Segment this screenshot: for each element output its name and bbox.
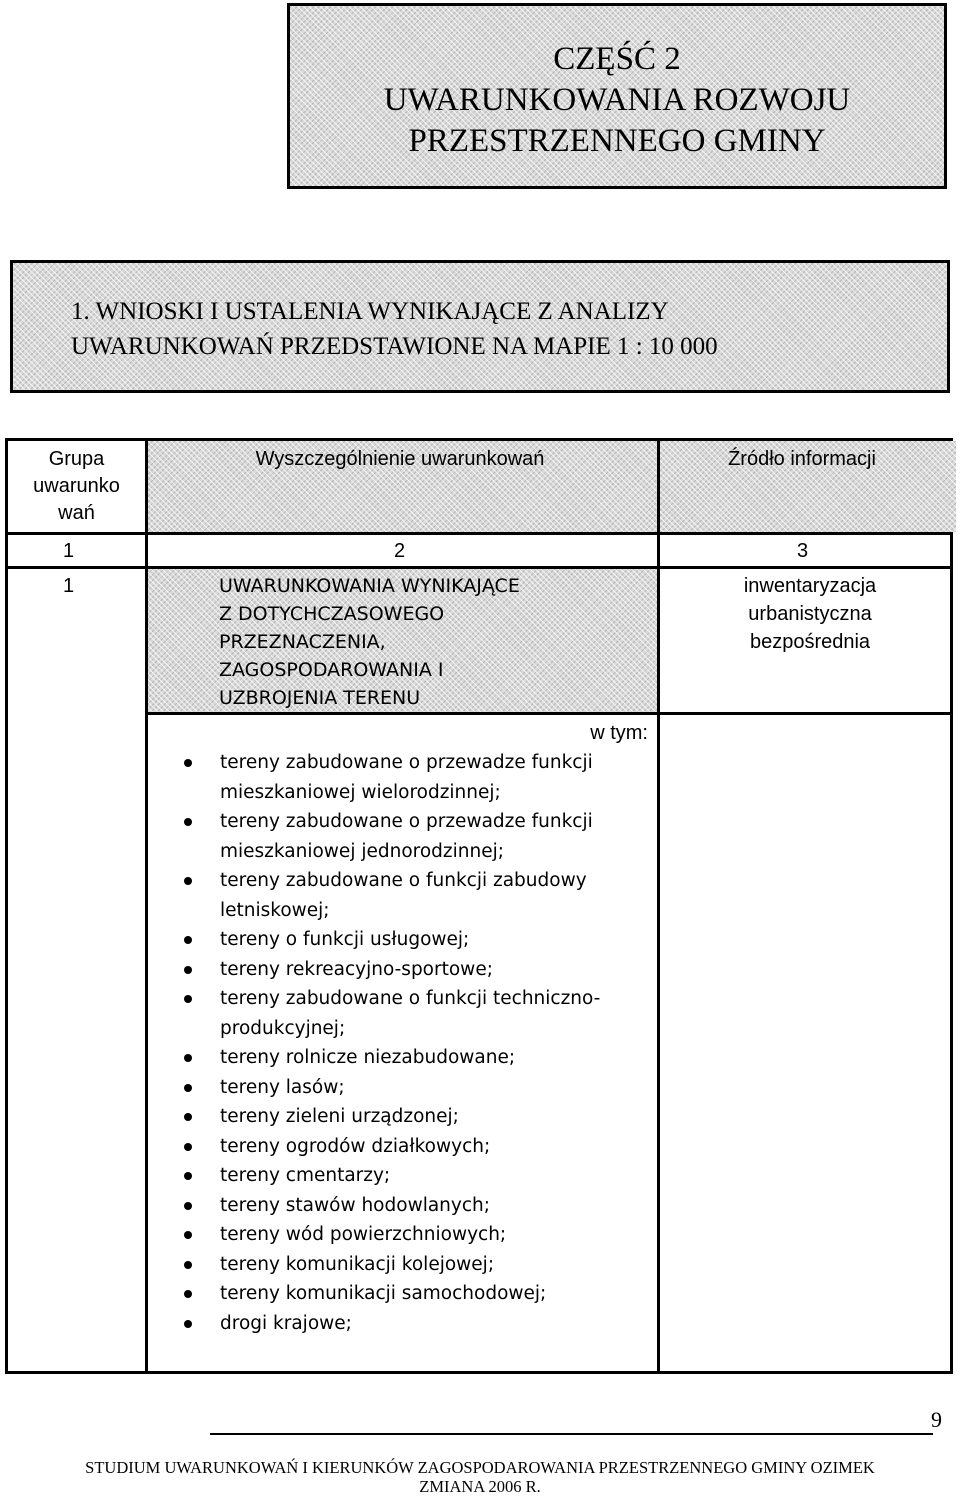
bullet-icon bbox=[184, 966, 192, 974]
col-divider-2 bbox=[657, 441, 660, 1371]
group-title-line2: Z DOTYCHCZASOWEGO bbox=[219, 603, 445, 625]
source-line2: urbanistyczna bbox=[748, 603, 872, 625]
group-number: 1 bbox=[63, 575, 75, 597]
group-title-line4: ZAGOSPODAROWANIA I bbox=[219, 659, 444, 681]
source-line1: inwentaryzacja bbox=[743, 575, 877, 597]
list-item: tereny zabudowane o funkcji techniczno- produkcyjnej; bbox=[180, 984, 650, 1043]
bullet-icon bbox=[184, 1320, 192, 1328]
footer bbox=[0, 1458, 960, 1496]
column-number-2: 2 bbox=[394, 540, 406, 562]
list-item: tereny zabudowane o przewadze funkcji mieszkaniowej jednorodzinnej; bbox=[180, 807, 650, 866]
bullet-icon bbox=[184, 1113, 192, 1121]
header-group-line2: uwarunko bbox=[33, 475, 120, 497]
numbers-bottom-line bbox=[8, 566, 950, 569]
source-line3: bezpośrednia bbox=[749, 631, 871, 653]
list-item: tereny ogrodów działkowych; bbox=[180, 1132, 650, 1162]
bullet-icon bbox=[184, 759, 192, 767]
header-bottom-line bbox=[8, 532, 950, 535]
column-number-1: 1 bbox=[63, 540, 75, 562]
bullet-icon bbox=[184, 1261, 192, 1269]
list-item: drogi krajowe; bbox=[180, 1309, 650, 1339]
list-item: tereny zieleni urządzonej; bbox=[180, 1102, 650, 1132]
bullet-icon bbox=[184, 995, 192, 1003]
list-item: tereny wód powierzchniowych; bbox=[180, 1220, 650, 1250]
page-number: 9 bbox=[931, 1407, 942, 1432]
header-specification: Wyszczególnienie uwarunkowań bbox=[255, 448, 545, 470]
list-item: tereny zabudowane o przewadze funkcji mieszkaniowej wielorodzinnej; bbox=[180, 748, 650, 807]
group-title-line3: PRZEZNACZENIA, bbox=[219, 631, 386, 653]
group-title bbox=[219, 572, 520, 712]
bullet-icon bbox=[184, 1290, 192, 1298]
list-item: tereny rolnicze niezabudowane; bbox=[180, 1043, 650, 1073]
information-source bbox=[720, 572, 900, 656]
header-source: Źródło informacji bbox=[728, 448, 876, 470]
list-item: tereny o funkcji usługowej; bbox=[180, 925, 650, 955]
bullet-icon bbox=[184, 877, 192, 885]
page-number-rule bbox=[210, 1433, 933, 1435]
list-item: tereny lasów; bbox=[180, 1073, 650, 1103]
section-heading-line2: UWARUNKOWAŃ PRZEDSTAWIONE NA MAPIE 1 : 10 000 bbox=[71, 333, 718, 360]
header-group-line1: Grupa bbox=[48, 448, 105, 470]
bullet-icon bbox=[184, 1084, 192, 1092]
bullet-icon bbox=[184, 818, 192, 826]
list-item: tereny komunikacji kolejowej; bbox=[180, 1250, 650, 1280]
bullet-icon bbox=[184, 936, 192, 944]
group-title-line1: UWARUNKOWANIA WYNIKAJĄCE bbox=[219, 575, 520, 597]
header-group-line3: wań bbox=[58, 502, 95, 524]
in-which-label: w tym: bbox=[590, 722, 648, 744]
list-item: tereny cmentarzy; bbox=[180, 1161, 650, 1191]
footer-line1: STUDIUM UWARUNKOWAŃ I KIERUNKÓW ZAGOSPODAROWANIA PRZESTRZENNEGO GMINY OZIMEK bbox=[85, 1458, 875, 1477]
group-title-line5: UZBROJENIA TERENU bbox=[219, 687, 421, 709]
list-item: tereny rekreacyjno-sportowe; bbox=[180, 955, 650, 985]
list-item: tereny komunikacji samochodowej; bbox=[180, 1279, 650, 1309]
column-number-3: 3 bbox=[797, 540, 809, 562]
part-title-box bbox=[287, 3, 947, 189]
group-title-bottom-line bbox=[145, 712, 950, 715]
section-heading-line1: 1. WNIOSKI I USTALENIA WYNIKAJĄCE Z ANALIZY bbox=[71, 298, 669, 325]
bullet-icon bbox=[184, 1172, 192, 1180]
part-title-line3: PRZESTRZENNEGO GMINY bbox=[408, 122, 826, 159]
footer-line2: ZMIANA 2006 R. bbox=[419, 1477, 541, 1496]
list-item: tereny zabudowane o funkcji zabudowy letniskowej; bbox=[180, 866, 650, 925]
part-title-line1: CZĘŚĆ 2 bbox=[553, 40, 681, 77]
section-heading-box bbox=[10, 260, 950, 393]
bullet-icon bbox=[184, 1143, 192, 1151]
list-item: tereny stawów hodowlanych; bbox=[180, 1191, 650, 1221]
bullet-icon bbox=[184, 1231, 192, 1239]
part-title-line2: UWARUNKOWANIA ROZWOJU bbox=[383, 81, 851, 118]
bullet-icon bbox=[184, 1054, 192, 1062]
land-use-list bbox=[180, 748, 650, 1338]
col-divider-1 bbox=[145, 441, 148, 1371]
header-group bbox=[8, 446, 145, 527]
bullet-icon bbox=[184, 1202, 192, 1210]
